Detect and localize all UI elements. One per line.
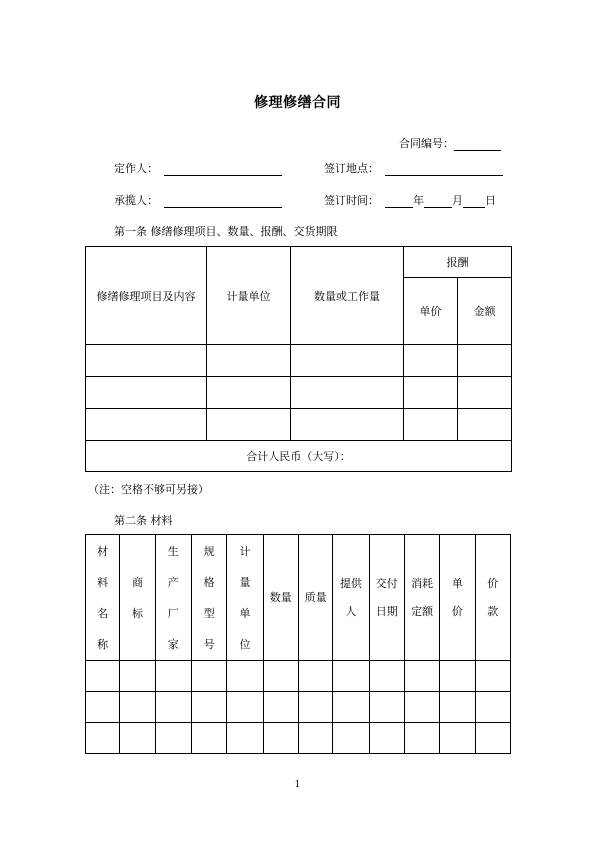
article1-heading: 第一条 修缮修理项目、数量、报酬、交货期限 — [114, 225, 338, 238]
table-cell[interactable] — [86, 409, 207, 441]
table-cell[interactable] — [369, 661, 404, 692]
header-payment: 价款 — [475, 535, 510, 661]
header-unit-price: 单价 — [404, 278, 458, 345]
contractor-blank[interactable] — [164, 163, 282, 176]
header-unit: 计量单位 — [207, 247, 291, 345]
table-cell[interactable] — [440, 723, 475, 754]
table-cell[interactable] — [475, 692, 510, 723]
contractor-field — [114, 160, 282, 176]
header-brand: 商标 — [120, 535, 155, 661]
table-cell[interactable] — [298, 692, 332, 723]
table-cell[interactable] — [263, 723, 298, 754]
header-item: 修缮修理项目及内容 — [86, 247, 207, 345]
header-unit-price2: 单价 — [440, 535, 475, 661]
header-consumption-quota: 消耗定额 — [404, 535, 439, 661]
table-cell[interactable] — [227, 723, 263, 754]
table-cell[interactable] — [86, 692, 120, 723]
table-cell[interactable] — [404, 723, 439, 754]
page-number: 1 — [294, 780, 301, 790]
header-quantity2: 数量 — [263, 535, 298, 661]
table-row — [86, 377, 512, 409]
table-cell[interactable] — [333, 661, 369, 692]
sign-place-label: 签订地点： — [324, 162, 379, 175]
header-provider: 提供人 — [333, 535, 369, 661]
table-cell[interactable] — [458, 345, 512, 377]
article1-table — [85, 246, 512, 472]
table-cell[interactable] — [298, 723, 332, 754]
table-cell[interactable] — [475, 723, 510, 754]
table-cell[interactable] — [86, 723, 120, 754]
table-cell[interactable] — [404, 661, 439, 692]
sign-time-field — [324, 192, 496, 208]
table-cell[interactable] — [440, 692, 475, 723]
header-material-name: 材料名称 — [86, 535, 120, 661]
header-measure-unit: 计量单位 — [227, 535, 263, 661]
header-quantity: 数量或工作量 — [291, 247, 404, 345]
table-cell[interactable] — [404, 345, 458, 377]
table-cell[interactable] — [191, 692, 226, 723]
table-cell[interactable] — [458, 409, 512, 441]
table-cell[interactable] — [227, 692, 263, 723]
table-cell[interactable] — [404, 377, 458, 409]
table-cell[interactable] — [207, 345, 291, 377]
table-cell[interactable] — [291, 345, 404, 377]
table-cell[interactable] — [155, 723, 191, 754]
contract-number-label: 合同编号： — [399, 137, 454, 150]
table-note: （注：空格不够可另接） — [88, 483, 209, 496]
page-title: 修理修缮合同 — [254, 95, 341, 111]
sign-time-label: 签订时间： — [324, 194, 379, 207]
table-cell[interactable] — [191, 661, 226, 692]
table-cell[interactable] — [404, 692, 439, 723]
table-cell[interactable] — [227, 661, 263, 692]
table-cell[interactable] — [86, 377, 207, 409]
table-cell[interactable] — [155, 661, 191, 692]
table-cell[interactable] — [298, 661, 332, 692]
table-cell[interactable] — [333, 692, 369, 723]
table-cell[interactable] — [263, 692, 298, 723]
header-quality: 质量 — [298, 535, 332, 661]
table-cell[interactable] — [263, 661, 298, 692]
table-cell[interactable] — [440, 661, 475, 692]
table-cell[interactable] — [120, 723, 155, 754]
table-cell[interactable] — [291, 377, 404, 409]
sign-place-field — [324, 160, 503, 176]
day-label: 日 — [485, 194, 496, 207]
header-manufacturer: 生产厂家 — [155, 535, 191, 661]
undertaker-blank[interactable] — [164, 195, 282, 208]
table-row — [86, 723, 511, 754]
sign-place-blank[interactable] — [385, 163, 503, 176]
day-blank[interactable] — [463, 195, 485, 208]
contract-number-blank[interactable] — [454, 138, 501, 151]
table-cell[interactable] — [333, 723, 369, 754]
table-cell[interactable] — [120, 692, 155, 723]
table-cell[interactable] — [458, 377, 512, 409]
table-cell[interactable] — [404, 409, 458, 441]
undertaker-label: 承揽人： — [114, 194, 158, 207]
table-cell[interactable] — [86, 345, 207, 377]
table-cell[interactable] — [207, 409, 291, 441]
table-row — [86, 692, 511, 723]
contract-number-field — [399, 135, 501, 151]
header-spec: 规格型号 — [191, 535, 226, 661]
month-label: 月 — [452, 194, 463, 207]
table-cell[interactable] — [86, 661, 120, 692]
article2-table — [85, 534, 511, 754]
header-amount: 金额 — [458, 278, 512, 345]
month-blank[interactable] — [424, 195, 452, 208]
article2-heading: 第二条 材料 — [114, 514, 173, 527]
year-blank[interactable] — [385, 195, 413, 208]
table-cell[interactable] — [291, 409, 404, 441]
table-row — [86, 661, 511, 692]
table-row — [86, 345, 512, 377]
table-cell[interactable] — [369, 723, 404, 754]
total-row[interactable]: 合计人民币（大写）： — [86, 441, 512, 472]
table-cell[interactable] — [207, 377, 291, 409]
header-delivery-date: 交付日期 — [369, 535, 404, 661]
table-cell[interactable] — [369, 692, 404, 723]
table-cell[interactable] — [475, 661, 510, 692]
table-cell[interactable] — [191, 723, 226, 754]
table-cell[interactable] — [120, 661, 155, 692]
table-row — [86, 409, 512, 441]
contractor-label: 定作人： — [114, 162, 158, 175]
year-label: 年 — [413, 194, 424, 207]
undertaker-field — [114, 192, 282, 208]
header-reward: 报酬 — [404, 247, 512, 278]
table-cell[interactable] — [155, 692, 191, 723]
